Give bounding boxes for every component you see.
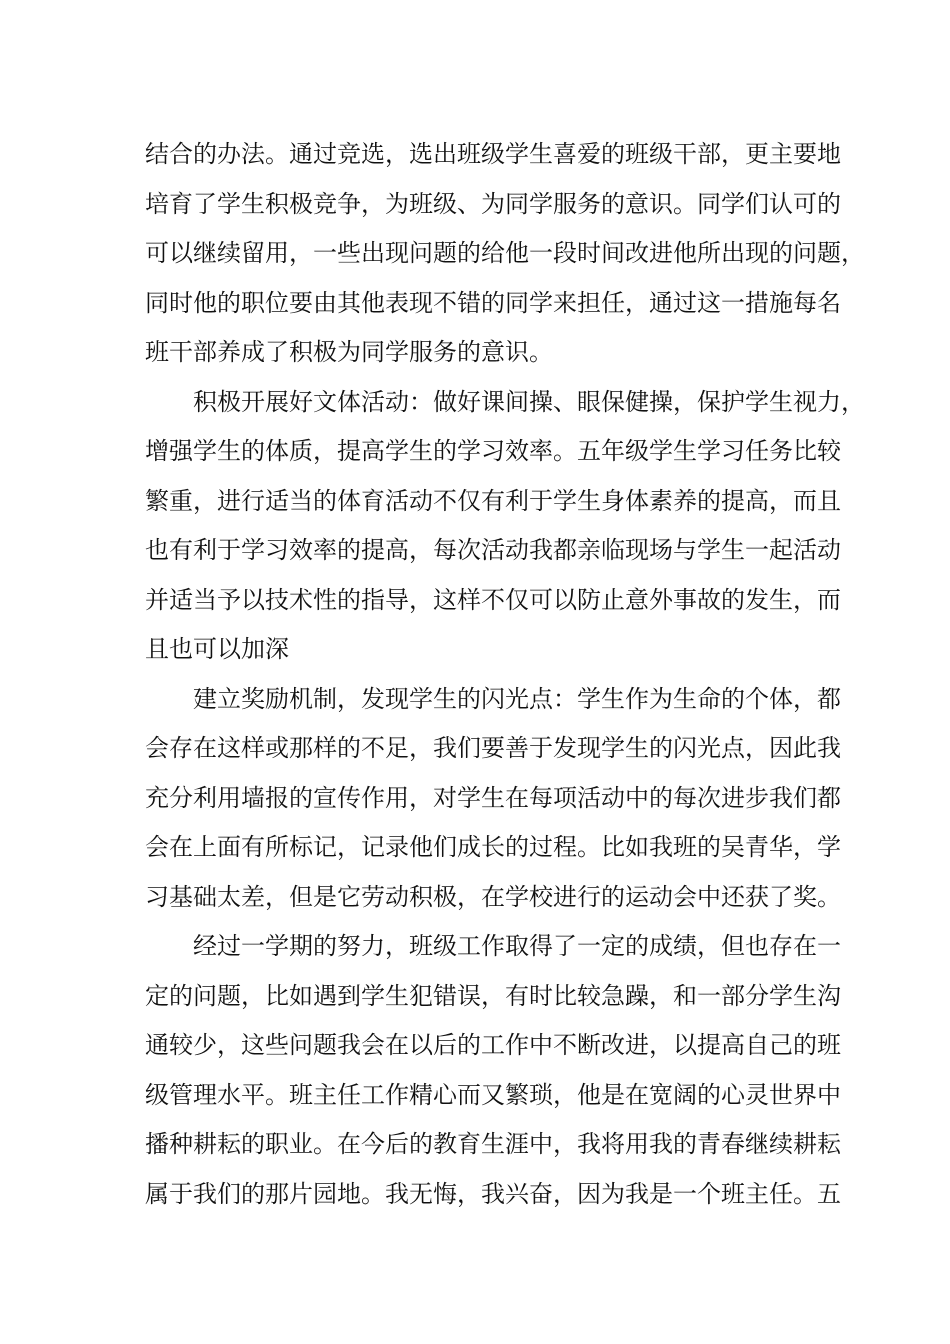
document-body — [145, 130, 865, 1219]
text-line: 也有利于学习效率的提高，每次活动我都亲临现场与学生一起活动 — [145, 536, 841, 564]
text-line: 且也可以加深 — [145, 635, 289, 663]
text-line: 结合的办法。通过竞选，选出班级学生喜爱的班级干部，更主要地 — [145, 140, 841, 168]
text-line: 通较少，这些问题我会在以后的工作中不断改进，以提高自己的班 — [145, 1031, 841, 1059]
text-line: 同时他的职位要由其他表现不错的同学来担任，通过这一措施每名 — [145, 288, 841, 317]
text-line: 会在上面有所标记，记录他们成长的过程。比如我班的吴青华，学 — [145, 833, 841, 861]
text-line: 培育了学生积极竞争，为班级、为同学服务的意识。同学们认可的 — [145, 189, 841, 218]
text-line: 充分利用墙报的宣传作用，对学生在每项活动中的每次进步我们都 — [145, 783, 841, 812]
text-line: 会存在这样或那样的不足，我们要善于发现学生的闪光点，因此我 — [145, 734, 841, 762]
paragraph-start-line: 积极开展好文体活动：做好课间操、眼保健操，保护学生视力， — [193, 387, 865, 416]
text-line: 定的问题，比如遇到学生犯错误，有时比较急躁，和一部分学生沟 — [145, 981, 841, 1010]
text-line: 播种耕耘的职业。在今后的教育生涯中，我将用我的青春继续耕耘 — [145, 1130, 841, 1158]
text-line: 繁重，进行适当的体育活动不仅有利于学生身体素养的提高，而且 — [145, 486, 841, 515]
text-line: 班干部养成了积极为同学服务的意识。 — [145, 338, 553, 366]
paragraph-start-line: 经过一学期的努力，班级工作取得了一定的成绩，但也存在一 — [193, 932, 841, 960]
text-line: 可以继续留用，一些出现问题的给他一段时间改进他所出现的问题， — [145, 239, 865, 267]
text-line: 并适当予以技术性的指导，这样不仅可以防止意外事故的发生，而 — [145, 585, 841, 614]
text-line: 级管理水平。班主任工作精心而又繁琐，他是在宽阔的心灵世界中 — [145, 1080, 841, 1109]
paragraph-start-line: 建立奖励机制，发现学生的闪光点：学生作为生命的个体，都 — [193, 684, 841, 713]
text-line: 属于我们的那片园地。我无悔，我兴奋，因为我是一个班主任。五 — [145, 1179, 841, 1208]
text-line: 习基础太差，但是它劳动积极，在学校进行的运动会中还获了奖。 — [145, 882, 841, 911]
text-line: 增强学生的体质，提高学生的学习效率。五年级学生学习任务比较 — [145, 437, 841, 465]
